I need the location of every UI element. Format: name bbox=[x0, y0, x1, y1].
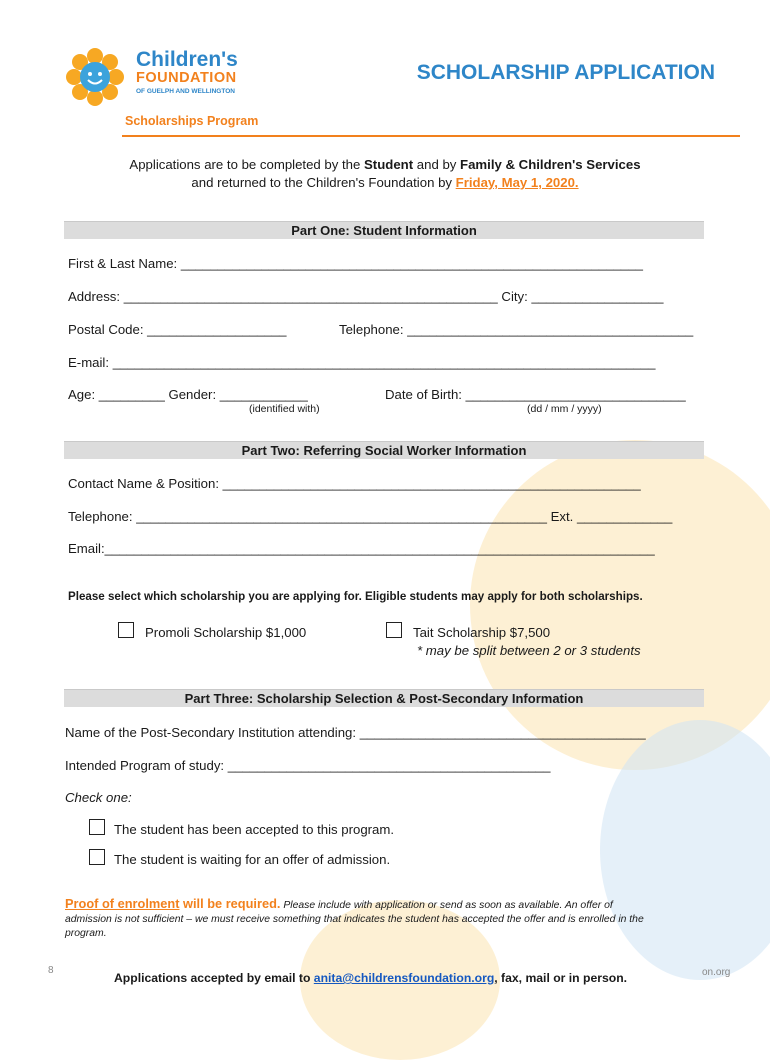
sun-icon bbox=[66, 48, 124, 106]
tait-label: Tait Scholarship $7,500 bbox=[413, 625, 551, 640]
email-field[interactable]: E-mail: __________________________________________________________________________ bbox=[68, 355, 656, 370]
intro-line-1: Applications are to be completed by the Student and by Family & Children's Services bbox=[129, 157, 641, 172]
postal-code-field[interactable]: Postal Code: ___________________ bbox=[68, 322, 287, 337]
waiting-label: The student is waiting for an offer of admission. bbox=[114, 852, 391, 867]
footer-left-fragment: 8 bbox=[48, 965, 54, 976]
institution-field[interactable]: Name of the Post-Secondary Institution attending: _______________________________________ bbox=[65, 725, 646, 740]
intro-line-2: and returned to the Children's Foundation by Friday, May 1, 2020. bbox=[191, 175, 579, 190]
footer-right-fragment: on.org bbox=[702, 967, 731, 978]
email-link[interactable]: anita@childrensfoundation.org bbox=[313, 971, 495, 985]
logo-wordmark-region: OF GUELPH AND WELLINGTON bbox=[136, 88, 235, 95]
name-field[interactable]: First & Last Name: _______________________________________________________________ bbox=[68, 256, 643, 271]
worker-email-field[interactable]: Email:___________________________________________________________________________ bbox=[68, 541, 655, 556]
waiting-checkbox[interactable] bbox=[89, 849, 105, 865]
accepted-label: The student has been accepted to this program. bbox=[114, 822, 395, 837]
footer-note: Applications accepted by email to anita@childrensfoundation.org, fax, mail or in person. bbox=[114, 971, 628, 985]
promoli-checkbox[interactable] bbox=[118, 622, 134, 638]
proof-note: Proof of enrolment will be required. Please include with application or send as soon as available. An offer of admission is not sufficient – we must receive something that indicates the student has accepted the offer and is enrolled in the program. bbox=[65, 896, 644, 939]
logo bbox=[66, 48, 266, 108]
program-label: Scholarships Program bbox=[125, 114, 259, 128]
gender-note: (identified with) bbox=[249, 403, 320, 415]
logo-wordmark-foundation: FOUNDATION bbox=[136, 70, 237, 86]
age-gender-field[interactable]: Age: _________ Gender: ____________ bbox=[68, 387, 308, 402]
check-one-label: Check one: bbox=[65, 790, 132, 805]
accepted-checkbox[interactable] bbox=[89, 819, 105, 835]
tait-note: * may be split between 2 or 3 students bbox=[417, 643, 641, 658]
part-one-heading: Part One: Student Information bbox=[64, 221, 704, 239]
deadline: Friday, May 1, 2020. bbox=[455, 175, 579, 190]
promoli-label: Promoli Scholarship $1,000 bbox=[145, 625, 307, 640]
contact-field[interactable]: Contact Name & Position: _________________________________________________________ bbox=[68, 476, 641, 491]
scholarship-prompt: Please select which scholarship you are applying for. Eligible students may apply for both scholarships. bbox=[68, 590, 643, 603]
part-two-heading: Part Two: Referring Social Worker Information bbox=[64, 441, 704, 459]
dob-note: (dd / mm / yyyy) bbox=[527, 403, 602, 415]
page-title: SCHOLARSHIP APPLICATION bbox=[416, 61, 715, 84]
worker-telephone-field[interactable]: Telephone: ________________________________________________________ Ext. _____________ bbox=[68, 509, 673, 524]
header-divider bbox=[122, 135, 740, 137]
tait-checkbox[interactable] bbox=[386, 622, 402, 638]
address-field[interactable]: Address: ___________________________________________________ City: __________________ bbox=[68, 289, 664, 304]
telephone-field[interactable]: Telephone: _______________________________________ bbox=[339, 322, 694, 337]
program-field[interactable]: Intended Program of study: ____________________________________________ bbox=[65, 758, 551, 773]
part-three-heading: Part Three: Scholarship Selection & Post-Secondary Information bbox=[64, 689, 704, 707]
logo-wordmark: Children's bbox=[136, 48, 238, 71]
date-of-birth-field[interactable]: Date of Birth: ______________________________ bbox=[385, 387, 686, 402]
